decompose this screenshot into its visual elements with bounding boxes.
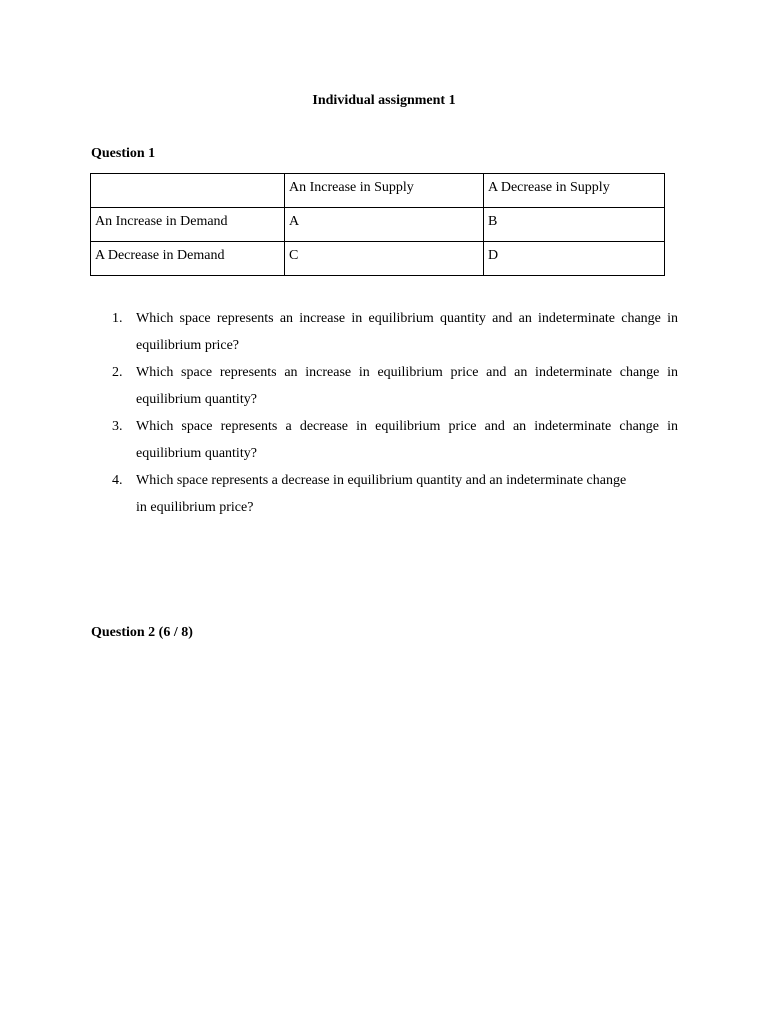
table-header-row (91, 174, 665, 208)
document-title: Individual assignment 1 (312, 93, 456, 108)
item-text: Which space represents an increase in equilibrium quantity and an indeterminate change in equilibrium price? (136, 311, 678, 353)
question-1-list (112, 305, 678, 521)
item-text-line: Which space represents a decrease in equilibrium quantity and an indeterminate change (136, 473, 627, 488)
table-cell: C (285, 242, 484, 276)
item-text-justified-line (136, 494, 678, 521)
table-row-label: A Decrease in Demand (91, 242, 285, 276)
question-1-heading: Question 1 (91, 146, 156, 161)
item-number: 2. (112, 365, 123, 380)
item-number: 4. (112, 473, 123, 488)
table-row (91, 242, 665, 276)
table-header-cell: An Increase in Supply (285, 174, 484, 208)
table-cell: B (484, 208, 665, 242)
supply-demand-table (90, 173, 665, 276)
item-number: 3. (112, 419, 123, 434)
list-item (112, 359, 678, 413)
table-row-label: An Increase in Demand (91, 208, 285, 242)
item-text: Which space represents an increase in equilibrium price and an indeterminate change in equilibrium quantity? (136, 365, 678, 407)
list-item (112, 413, 678, 467)
question-2-heading: Question 2 (6 / 8) (91, 625, 193, 640)
table-cell (91, 174, 285, 208)
word: equilibrium (150, 500, 216, 515)
table-row (91, 208, 665, 242)
list-item (112, 305, 678, 359)
table-cell: D (484, 242, 665, 276)
list-item (112, 467, 678, 521)
table-header-cell: A Decrease in Supply (484, 174, 665, 208)
item-text: Which space represents a decrease in equilibrium price and an indeterminate change in equilibrium quantity? (136, 419, 678, 461)
table-cell: A (285, 208, 484, 242)
word: in (136, 500, 147, 515)
word: price? (219, 500, 254, 515)
item-number: 1. (112, 311, 123, 326)
